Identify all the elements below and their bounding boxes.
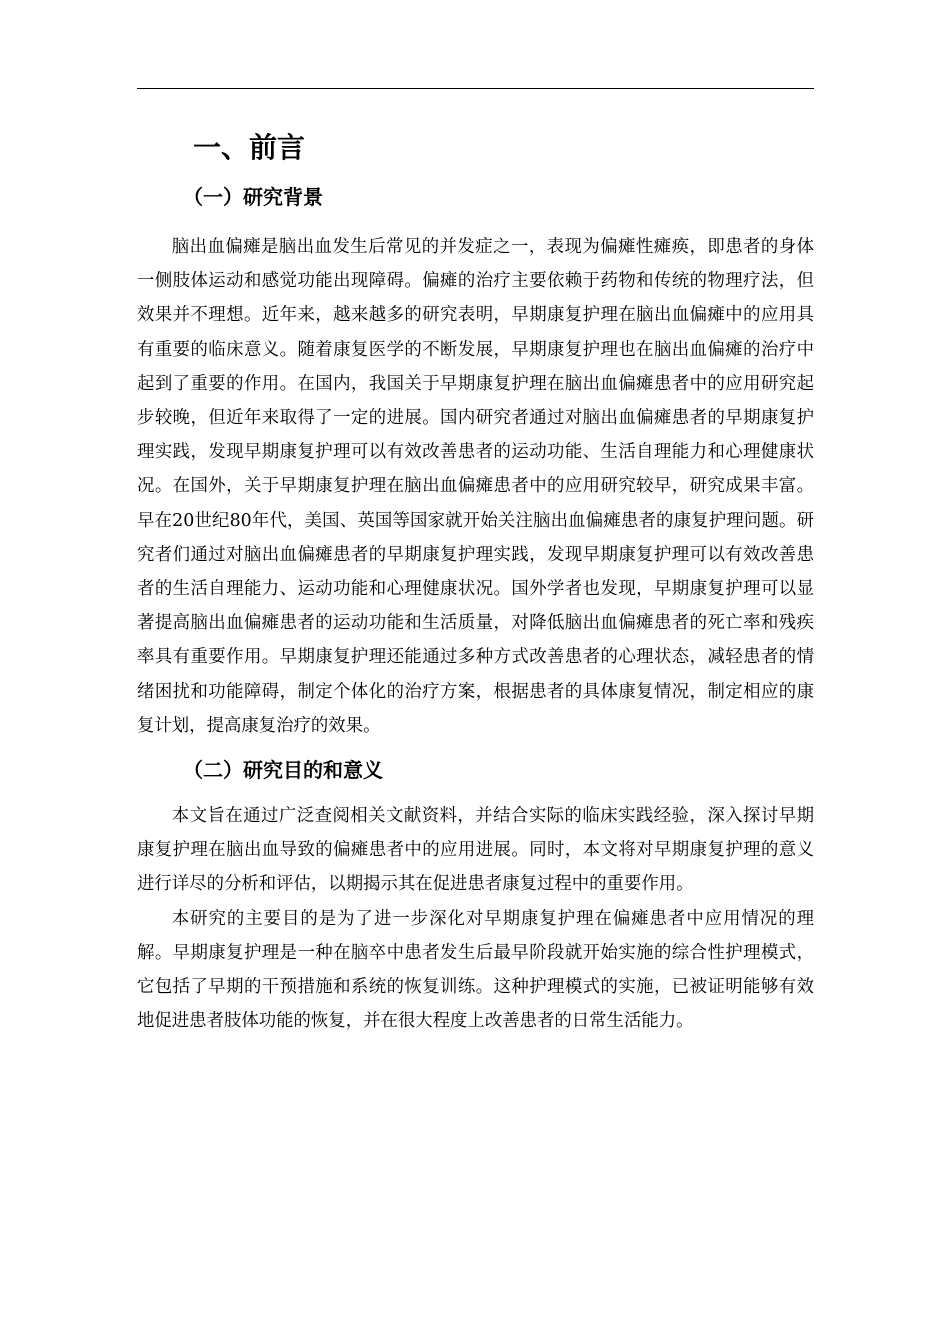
paragraph-purpose-1: 本文旨在通过广泛查阅相关文献资料，并结合实际的临床实践经验，深入探讨早期康复护理在脑出血导致的偏瘫患者中的应用进展。同时，本文将对早期康复护理的意义进行详尽的分析和评估，以期揭示其在促进患者康复过程中的重要作用。 xyxy=(137,806,814,895)
section-title-background: （一）研究背景 xyxy=(183,185,323,209)
section-title-purpose: （二）研究目的和意义 xyxy=(183,758,383,783)
page-body xyxy=(137,120,814,1038)
paragraph-purpose-2: 本研究的主要目的是为了进一步深化对早期康复护理在偏瘫患者中应用情况的理解。早期康复护理是一种在脑卒中患者发生后最早阶段就开始实施的综合性护理模式，它包括了早期的干预措施和系统的恢复训练。这种护理模式的实施，已被证明能够有效地促进患者肢体功能的恢复，并在很大程度上改善患者的日常生活能力。 xyxy=(137,908,814,1032)
header-rule xyxy=(137,88,814,89)
paragraph-background: 脑出血偏瘫是脑出血发生后常见的并发症之一，表现为偏瘫性瘫痪，即患者的身体一侧肢体运动和感觉功能出现障碍。偏瘫的治疗主要依赖于药物和传统的物理疗法，但效果并不理想。近年来，越来越多的研究表明，早期康复护理在脑出血偏瘫中的应用具有重要的临床意义。随着康复医学的不断发展，早期康复护理也在脑出血偏瘫的治疗中起到了重要的作用。在国内，我国关于早期康复护理在脑出血偏瘫患者中的应用研究起步较晚，但近年来取得了一定的进展。国内研究者通过对脑出血偏瘫患者的早期康复护理实践，发现早期康复护理可以有效改善患者的运动功能、生活自理能力和心理健康状况。在国外，关于早期康复护理在脑出血偏瘫患者中的应用研究较早，研究成果丰富。早在20世纪80年代，美国、英国等国家就开始关注脑出血偏瘫患者的康复护理问题。研究者们通过对脑出血偏瘫患者的早期康复护理实践，发现早期康复护理可以有效改善患者的生活自理能力、运动功能和心理健康状况。国外学者也发现，早期康复护理可以显著提高脑出血偏瘫患者的运动功能和生活质量，对降低脑出血偏瘫患者的死亡率和残疾率具有重要作用。早期康复护理还能通过多种方式改善患者的心理状态，减轻患者的情绪困扰和功能障碍，制定个体化的治疗方案，根据患者的具体康复情况，制定相应的康复计划，提高康复治疗的效果。 xyxy=(137,237,814,736)
chapter-title: 一、前言 xyxy=(193,131,306,164)
